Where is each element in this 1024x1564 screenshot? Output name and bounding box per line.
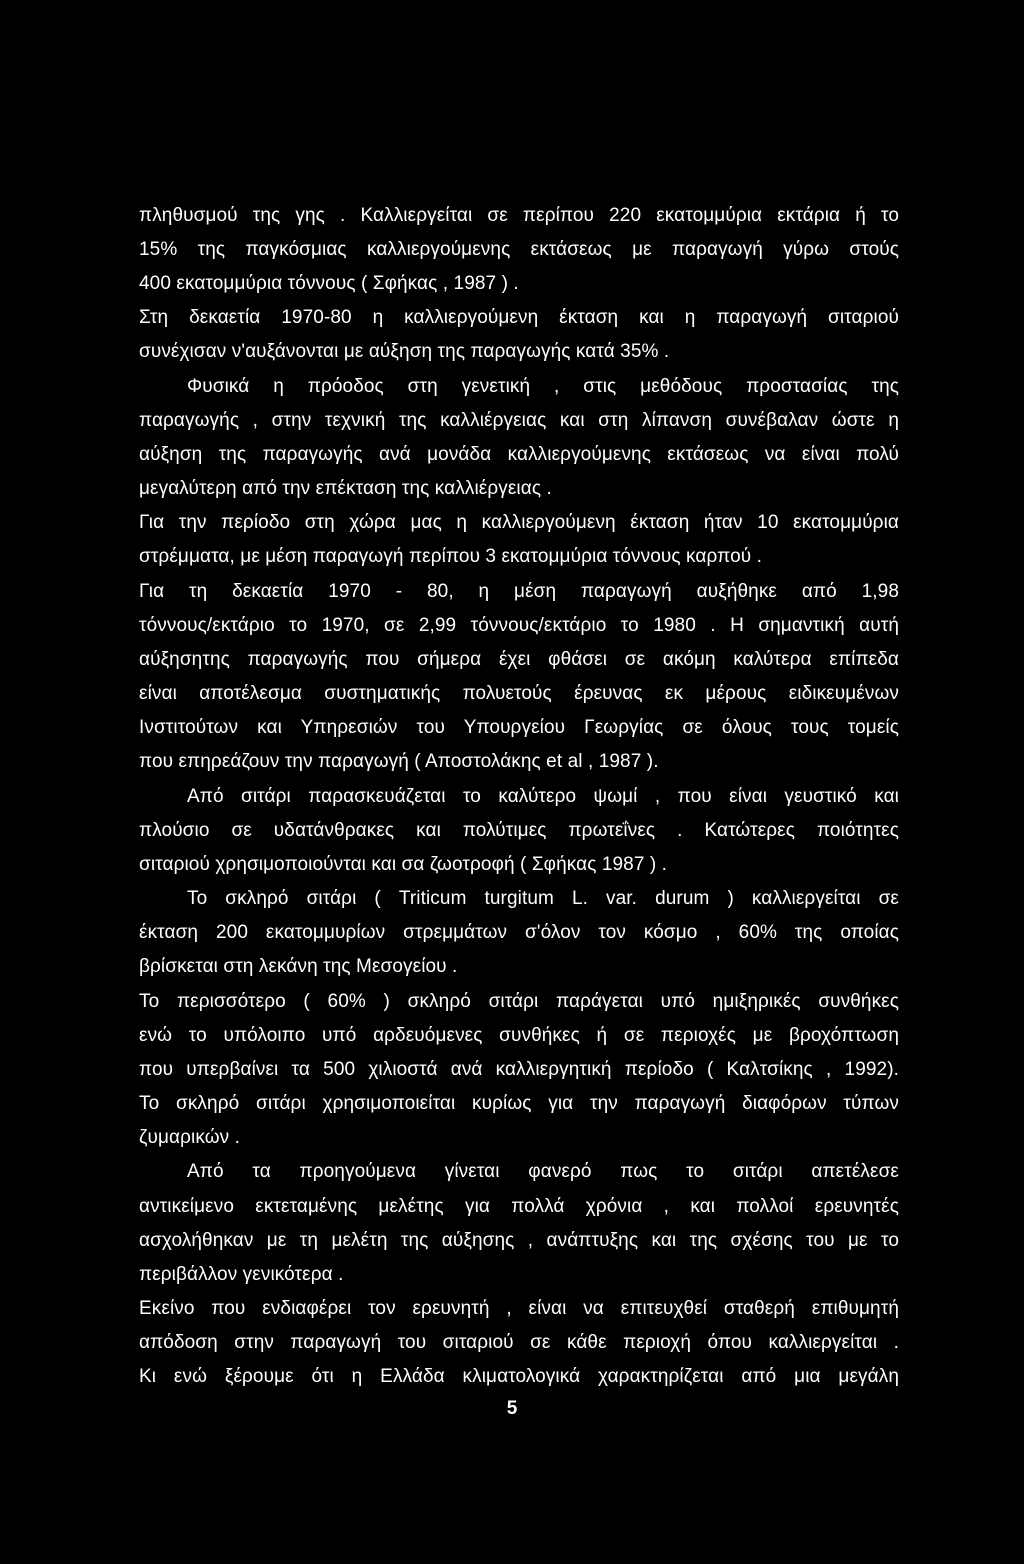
text-line: που επηρεάζουν την παραγωγή ( Αποστολάκης et al , 1987 ). bbox=[139, 751, 659, 772]
text-line: σιταριού χρησιμοποιούνται και σα ζωοτροφή ( Σφήκας 1987 ) . bbox=[139, 854, 668, 875]
text-line: παραγωγής , στην τεχνική της καλλιέργειας και στη λίπανση συνέβαλαν ώστε η bbox=[139, 410, 899, 431]
text-line: έκταση 200 εκατομμυρίων στρεμμάτων σ'όλον τον κόσμο , 60% της οποίας bbox=[139, 922, 899, 943]
text-line: 15% της παγκόσμιας καλλιεργούμενης εκτάσεως με παραγωγή γύρω στούς bbox=[139, 239, 899, 260]
text-line: περιβάλλον γενικότερα . bbox=[139, 1264, 344, 1285]
text-line: στρέμματα, με μέση παραγωγή περίπου 3 εκατομμύρια τόννους καρπού . bbox=[139, 546, 762, 567]
text-line: Εκείνο που ενδιαφέρει τον ερευνητή , είναι να επιτευχθεί σταθερή επιθυμητή bbox=[139, 1298, 899, 1319]
text-line: ασχολήθηκαν με τη μελέτη της αύξησης , ανάπτυξης και της σχέσης του με το bbox=[139, 1230, 899, 1251]
text-line: 400 εκατομμύρια τόννους ( Σφήκας , 1987 ) . bbox=[139, 273, 519, 294]
text-line: που υπερβαίνει τα 500 χιλιοστά ανά καλλιεργητική περίοδο ( Καλτσίκης , 1992). bbox=[139, 1059, 899, 1080]
text-line: βρίσκεται στη λεκάνη της Μεσογείου . bbox=[139, 956, 458, 977]
text-line: Από σιτάρι παρασκευάζεται το καλύτερο ψωμί , που είναι γευστικό και bbox=[187, 786, 899, 807]
text-line: πλούσιο σε υδατάνθρακες και πολύτιμες πρωτεΐνες . Κατώτερες ποιότητες bbox=[139, 820, 899, 841]
text-line: συνέχισαν ν'αυξάνονται με αύξηση της παραγωγής κατά 35% . bbox=[139, 341, 670, 362]
text-line: Ινστιτούτων και Υπηρεσιών του Υπουργείου Γεωργίας σε όλους τους τομείς bbox=[139, 717, 899, 738]
text-line: Κι ενώ ξέρουμε ότι η Ελλάδα κλιματολογικά χαρακτηρίζεται από μια μεγάλη bbox=[139, 1366, 899, 1387]
text-line: Το σκληρό σιτάρι χρησιμοποιείται κυρίως για την παραγωγή διαφόρων τύπων bbox=[139, 1093, 899, 1114]
text-line: είναι αποτέλεσμα συστηματικής πολυετούς έρευνας εκ μέρους ειδικευμένων bbox=[139, 683, 899, 704]
text-line: αύξησητης παραγωγής που σήμερα έχει φθάσει σε ακόμη καλύτερα επίπεδα bbox=[139, 649, 899, 670]
text-line: μεγαλύτερη από την επέκταση της καλλιέργειας . bbox=[139, 478, 552, 499]
text-line: τόννους/εκτάριο το 1970, σε 2,99 τόννους/εκτάριο το 1980 . Η σημαντική αυτή bbox=[139, 615, 899, 636]
text-line: Στη δεκαετία 1970-80 η καλλιεργούμενη έκταση και η παραγωγή σιταριού bbox=[139, 307, 899, 328]
text-line: ενώ το υπόλοιπο υπό αρδευόμενες συνθήκες ή σε περιοχές με βροχόπτωση bbox=[139, 1025, 899, 1046]
text-line: Το περισσότερο ( 60% ) σκληρό σιτάρι παράγεται υπό ημιξηρικές συνθήκες bbox=[139, 991, 899, 1012]
text-line: Φυσικά η πρόοδος στη γενετική , στις μεθόδους προστασίας της bbox=[187, 376, 899, 397]
text-line: Από τα προηγούμενα γίνεται φανερό πως το σιτάρι απετέλεσε bbox=[187, 1161, 899, 1182]
page-number: 5 bbox=[506, 1398, 518, 1419]
text-line: Για την περίοδο στη χώρα μας η καλλιεργούμενη έκταση ήταν 10 εκατομμύρια bbox=[139, 512, 899, 533]
text-line: απόδοση στην παραγωγή του σιταριού σε κάθε περιοχή όπου καλλιεργείται . bbox=[139, 1332, 899, 1353]
text-line: Για τη δεκαετία 1970 - 80, η μέση παραγωγή αυξήθηκε από 1,98 bbox=[139, 581, 899, 602]
text-line: πληθυσμού της γης . Καλλιεργείται σε περίπου 220 εκατομμύρια εκτάρια ή το bbox=[139, 205, 899, 226]
text-line: αύξηση της παραγωγής ανά μονάδα καλλιεργούμενης εκτάσεως να είναι πολύ bbox=[139, 444, 899, 465]
text-line: ζυμαρικών . bbox=[139, 1127, 240, 1148]
text-line: αντικείμενο εκτεταμένης μελέτης για πολλά χρόνια , και πολλοί ερευνητές bbox=[139, 1196, 899, 1217]
text-line: Το σκληρό σιτάρι ( Triticum turgitum L. var. durum ) καλλιεργείται σε bbox=[187, 888, 899, 909]
